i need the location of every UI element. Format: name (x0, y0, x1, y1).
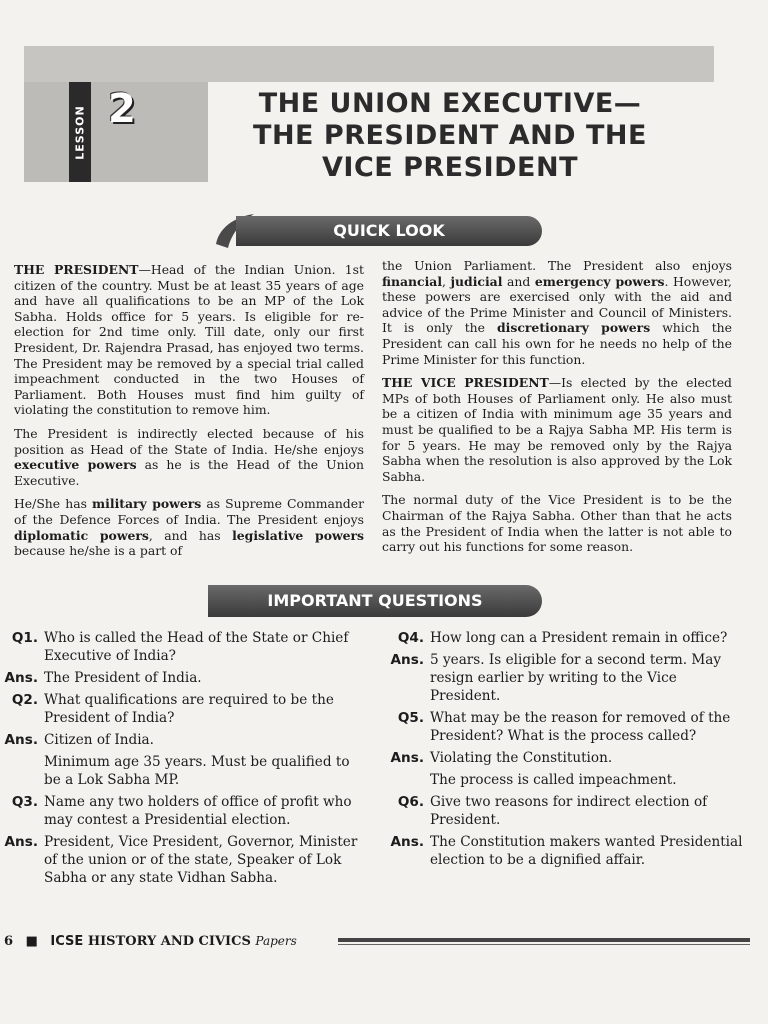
qa-row (386, 651, 744, 705)
qa-label: Ans. (390, 834, 424, 850)
qa-row (0, 691, 368, 727)
qa-text: Minimum age 35 years. Must be qualified to be a Lok Sabha MP. (44, 754, 350, 788)
qa-row (386, 771, 744, 789)
qa-label: Ans. (4, 670, 38, 686)
qa-text: The process is called impeachment. (430, 772, 677, 788)
footer (4, 934, 297, 949)
page-number: 6 (4, 934, 14, 949)
title-line: THE UNION EXECUTIVE— (258, 88, 642, 119)
lesson-label: LESSON (73, 104, 87, 160)
qa-text: The President of India. (44, 670, 202, 686)
paragraph: The normal duty of the Vice President is to be the Chairman of the Rajya Sabha. Other than that he acts as the President of India when the latter is not able to carry out his functions for some reason. (382, 492, 732, 555)
paragraph: The President is indirectly elected because of his position as Head of the State of India. He/she enjoys executive powers as he is the Head of the Union Executive. (14, 425, 364, 488)
qa-text: What qualifications are required to be the President of India? (44, 692, 334, 726)
paragraph: He/She has military powers as Supreme Commander of the Defence Forces of India. The President enjoys diplomatic powers, and has legislative powers because he/she is a part of (14, 496, 365, 559)
qa-text: Citizen of India. (44, 732, 154, 748)
qa-row (386, 709, 744, 745)
questions-left-column (0, 629, 368, 891)
footer-brand: HISTORY AND CIVICS (87, 934, 251, 949)
qa-label: Ans. (390, 750, 424, 766)
paragraph: THE VICE PRESIDENT—Is elected by the elected MPs of both Houses of Parliament only. He also must be a citizen of India with minimum age 35 years and must be qualified to be a Rajya Sabha MP. His term is for 5 years. He may be removed only by the Rajya Sabha when the resolution is also approved by the Lok Sabha. (382, 375, 732, 484)
qa-label: Q6. (397, 794, 424, 810)
qa-text: What may be the reason for removed of the President? What is the process called? (430, 710, 731, 744)
bullet-icon: ■ (25, 934, 38, 949)
quick-look-right-column (382, 258, 732, 563)
title-line: THE PRESIDENT AND THE (253, 120, 647, 151)
footer-script: Papers (255, 934, 297, 948)
qa-text: Violating the Constitution. (430, 750, 613, 766)
qa-text: Name any two holders of office of profit who may contest a Presidential election. (44, 794, 352, 828)
qa-row (386, 629, 744, 647)
quick-look-heading: QUICK LOOK (236, 216, 542, 246)
qa-label: Q5. (397, 710, 424, 726)
quick-look-left-column (14, 262, 364, 567)
qa-row (386, 749, 744, 767)
qa-row (386, 833, 744, 869)
qa-row (0, 629, 368, 665)
paragraph: THE PRESIDENT—Head of the Indian Union. 1st citizen of the country. Must be at least 35 years of age and have all qualifications to be an MP of the Lok Sabha. Holds office for 5 years. Is eligible for re-election for 2nd time only. Till date, only our first President, Dr. Rajendra Prasad, has enjoyed two terms. The President may be removed by a special trial called impeachment conducted in the two Houses of Parliament. Both Houses must find him guilty of violating the constitution to remove him. (14, 262, 364, 418)
term-president: THE PRESIDENT (14, 262, 139, 277)
qa-label: Q4. (397, 630, 424, 646)
lesson-number: 2 (108, 86, 136, 132)
qa-label (386, 771, 430, 789)
questions-right-column (386, 629, 744, 873)
qa-label: Ans. (4, 834, 38, 850)
qa-text: Who is called the Head of the State or Chief Executive of India? (44, 630, 349, 664)
qa-text: Give two reasons for indirect election of President. (430, 794, 708, 828)
qa-text: 5 years. Is eligible for a second term. May resign earlier by writing to the Vice President. (430, 652, 722, 704)
qa-label: Ans. (4, 732, 38, 748)
qa-label: Q3. (11, 794, 38, 810)
lesson-label-wrap (69, 82, 91, 182)
qa-label: Q2. (11, 692, 38, 708)
qa-label: Ans. (390, 652, 424, 668)
qa-label: Q1. (11, 630, 38, 646)
qa-row (0, 793, 368, 829)
page-title (230, 88, 670, 184)
qa-text: How long can a President remain in office? (430, 630, 728, 646)
important-questions-heading: IMPORTANT QUESTIONS (208, 585, 542, 617)
footer-rule (338, 938, 750, 942)
qa-text: The Constitution makers wanted Presidential election to be a dignified affair. (430, 834, 743, 868)
paragraph: the Union Parliament. The President also enjoys financial, judicial and emergency powers. However, these powers are exercised only with the aid and advice of the Prime Minister and Council of Ministers. It is only the discretionary powers which the President can call his own for he needs no help of the Prime Minister for this function. (382, 258, 732, 367)
qa-row (0, 731, 368, 749)
qa-text: President, Vice President, Governor, Minister of the union or of the state, Speaker of Lok Sabha or any state Vidhan Sabha. (44, 834, 358, 886)
qa-row (0, 753, 368, 789)
header-band (24, 46, 714, 82)
qa-row (386, 793, 744, 829)
title-line: VICE PRESIDENT (322, 152, 578, 183)
footer-rule-thin (338, 944, 750, 945)
footer-prefix: ICSE (50, 934, 84, 949)
qa-row (0, 669, 368, 687)
qa-label (0, 753, 44, 789)
qa-row (0, 833, 368, 887)
